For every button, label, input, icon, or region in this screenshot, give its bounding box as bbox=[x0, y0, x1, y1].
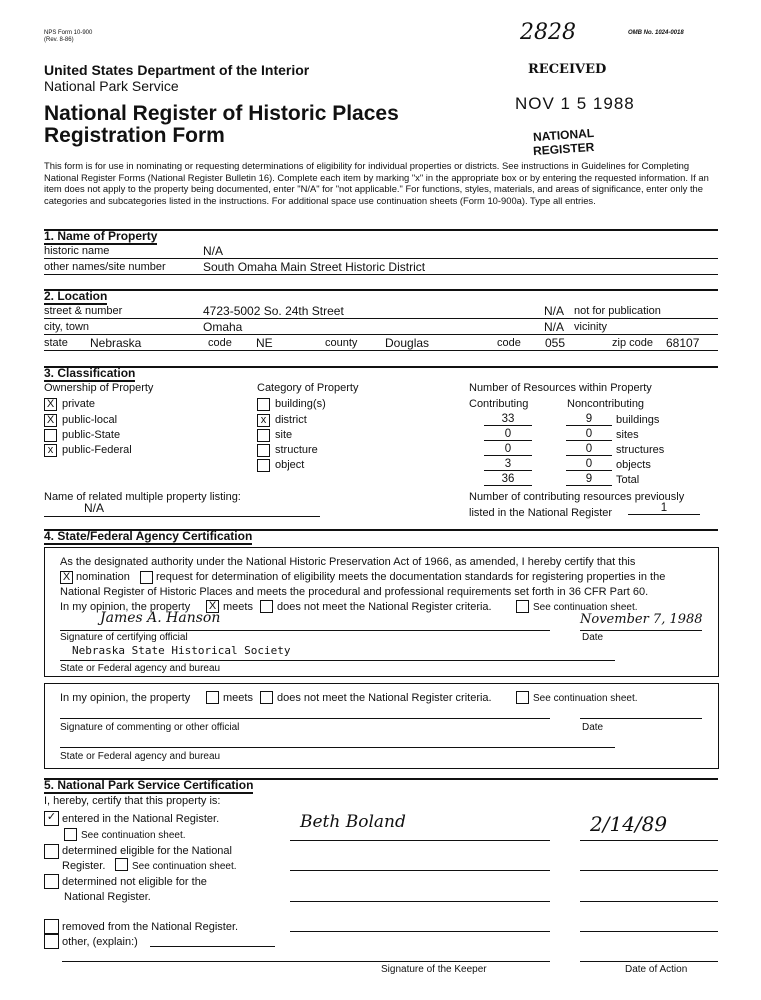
noncontributing-heading: Noncontributing bbox=[567, 398, 645, 410]
entered-label: entered in the National Register. bbox=[62, 813, 220, 825]
noncontributing-sites[interactable]: 0 bbox=[566, 428, 612, 441]
cert-para-line1: As the designated authority under the National Historic Preservation Act of 1966, as amended, I hereby certify that this bbox=[60, 556, 636, 568]
stamp-national: NATIONAL bbox=[532, 125, 595, 145]
code-value[interactable]: NE bbox=[256, 336, 273, 350]
meets-checkbox[interactable]: X bbox=[206, 600, 219, 613]
sites-label: sites bbox=[616, 429, 639, 441]
determined-not-eligible-label-2: National Register. bbox=[64, 891, 151, 903]
omb-number: OMB No. 1024-0018 bbox=[628, 30, 684, 36]
keeper-signature: Beth Boland bbox=[300, 812, 406, 832]
vicinity-label: vicinity bbox=[574, 321, 608, 333]
divider bbox=[62, 961, 550, 962]
determination-request-checkbox[interactable] bbox=[140, 571, 153, 584]
entered-continuation-checkbox[interactable] bbox=[64, 828, 77, 841]
section-5-title: 5. National Park Service Certification bbox=[44, 778, 254, 792]
county-code-label: code bbox=[497, 337, 521, 349]
not-for-publication-mark[interactable]: N/A bbox=[544, 304, 565, 318]
contributing-structures[interactable]: 0 bbox=[484, 443, 532, 456]
zip-label: zip code bbox=[612, 337, 653, 349]
ownership-private-checkbox[interactable]: X bbox=[44, 398, 57, 411]
category-district-checkbox[interactable]: x bbox=[257, 414, 270, 427]
vicinity-mark[interactable]: N/A bbox=[544, 320, 565, 334]
handwritten-number: 2828 bbox=[520, 20, 576, 45]
section-2-title: 2. Location bbox=[44, 289, 108, 303]
service-name: National Park Service bbox=[44, 78, 179, 94]
category-structure-checkbox[interactable] bbox=[257, 444, 270, 457]
keeper-signature-label: Signature of the Keeper bbox=[381, 964, 487, 975]
divider bbox=[60, 660, 615, 661]
comment-continuation-checkbox[interactable] bbox=[516, 691, 529, 704]
comment-opinion-label: In my opinion, the property bbox=[60, 692, 191, 704]
date-of-action-value: 2/14/89 bbox=[590, 812, 668, 836]
divider bbox=[44, 289, 718, 291]
zip-value[interactable]: 68107 bbox=[666, 336, 700, 350]
county-value[interactable]: Douglas bbox=[385, 336, 430, 350]
contributing-buildings[interactable]: 33 bbox=[484, 413, 532, 426]
divider bbox=[290, 901, 550, 902]
form-title-line1: National Register of Historic Places bbox=[44, 102, 399, 125]
section-1-title: 1. Name of Property bbox=[44, 229, 158, 243]
divider bbox=[580, 901, 718, 902]
previously-listed-value[interactable]: 1 bbox=[628, 502, 700, 515]
agency-value[interactable]: Nebraska State Historical Society bbox=[72, 644, 291, 657]
ownership-public-state-checkbox[interactable] bbox=[44, 429, 57, 442]
ownership-heading: Ownership of Property bbox=[44, 382, 154, 394]
total-label: Total bbox=[616, 474, 640, 486]
other-names-label: other names/site number bbox=[44, 261, 166, 273]
noncontributing-objects[interactable]: 0 bbox=[566, 458, 612, 471]
divider bbox=[44, 318, 718, 319]
cert-para-line3: National Register of Historic Places and meets the procedural and professional requirements set forth in 36 CFR Part 60. bbox=[60, 586, 649, 598]
divider bbox=[44, 274, 718, 275]
ownership-private-label: private bbox=[62, 398, 96, 410]
stamp-date: NOV 1 5 1988 bbox=[515, 94, 635, 113]
other-label: other, (explain:) bbox=[62, 936, 138, 948]
comment-signature-label: Signature of commenting or other official bbox=[60, 722, 240, 733]
entered-checkbox[interactable]: ✓ bbox=[44, 811, 59, 826]
cert-para-line2: request for determination of eligibility meets the documentation standards for registering properties in the bbox=[156, 571, 666, 583]
state-value[interactable]: Nebraska bbox=[90, 336, 142, 350]
divider bbox=[60, 747, 615, 748]
related-listing-label: Name of related multiple property listing: bbox=[44, 491, 241, 503]
divider bbox=[580, 961, 718, 962]
does-not-meet-label: does not meet the National Register criteria. bbox=[277, 601, 492, 613]
divider bbox=[580, 840, 718, 841]
category-site-label: site bbox=[275, 429, 293, 441]
form-revision: (Rev. 8-86) bbox=[44, 37, 74, 43]
stamp-received: RECEIVED bbox=[528, 62, 607, 77]
comment-meets-label: meets bbox=[223, 692, 253, 704]
comment-agency-label: State or Federal agency and bureau bbox=[60, 751, 221, 762]
contributing-objects[interactable]: 3 bbox=[484, 458, 532, 471]
divider bbox=[44, 366, 718, 368]
nps-cert-lead: I, hereby, certify that this property is: bbox=[44, 795, 221, 807]
noncontributing-total[interactable]: 9 bbox=[566, 473, 612, 486]
meets-label: meets bbox=[223, 601, 253, 613]
other-checkbox[interactable] bbox=[44, 934, 59, 949]
comment-continuation-label: See continuation sheet. bbox=[533, 693, 638, 704]
other-names-value[interactable]: South Omaha Main Street Historic District bbox=[203, 260, 426, 274]
category-object-checkbox[interactable] bbox=[257, 459, 270, 472]
determined-not-eligible-checkbox[interactable] bbox=[44, 874, 59, 889]
determined-eligible-checkbox[interactable] bbox=[44, 844, 59, 859]
category-object-label: object bbox=[275, 459, 305, 471]
structures-label: structures bbox=[616, 444, 665, 456]
continuation-sheet-checkbox[interactable] bbox=[516, 600, 529, 613]
historic-name-label: historic name bbox=[44, 245, 110, 257]
ownership-public-local-label: public-local bbox=[62, 414, 118, 426]
comment-meets-checkbox[interactable] bbox=[206, 691, 219, 704]
category-site-checkbox[interactable] bbox=[257, 429, 270, 442]
code-label: code bbox=[208, 337, 232, 349]
divider bbox=[290, 931, 550, 932]
nomination-checkbox[interactable]: X bbox=[60, 571, 73, 584]
contributing-sites[interactable]: 0 bbox=[484, 428, 532, 441]
comment-does-not-meet-checkbox[interactable] bbox=[260, 691, 273, 704]
date-of-action-label: Date of Action bbox=[625, 964, 688, 975]
ownership-public-local-checkbox[interactable]: X bbox=[44, 414, 57, 427]
divider bbox=[150, 946, 275, 947]
opinion-label: In my opinion, the property bbox=[60, 601, 191, 613]
noncontributing-structures[interactable]: 0 bbox=[566, 443, 612, 456]
ownership-public-federal-checkbox[interactable]: x bbox=[44, 444, 57, 457]
stamp-register: REGISTER bbox=[532, 139, 595, 159]
does-not-meet-checkbox[interactable] bbox=[260, 600, 273, 613]
divider bbox=[44, 258, 718, 259]
previously-listed-label-1: Number of contributing resources previously bbox=[469, 491, 685, 503]
nomination-label: nomination bbox=[76, 571, 130, 583]
county-label: county bbox=[325, 337, 358, 349]
date-label: Date bbox=[582, 632, 604, 643]
divider bbox=[290, 840, 550, 841]
removed-label: removed from the National Register. bbox=[62, 921, 239, 933]
divider bbox=[580, 718, 702, 719]
form-number: NPS Form 10-900 bbox=[44, 30, 93, 36]
comment-does-not-meet-label: does not meet the National Register criteria. bbox=[277, 692, 492, 704]
divider bbox=[44, 350, 718, 351]
continuation-sheet-label: See continuation sheet. bbox=[533, 602, 638, 613]
objects-label: objects bbox=[616, 459, 651, 471]
divider bbox=[44, 516, 320, 517]
certifying-date: November 7, 1988 bbox=[580, 612, 703, 627]
eligible-continuation-checkbox[interactable] bbox=[115, 858, 128, 871]
contributing-heading: Contributing bbox=[469, 398, 529, 410]
contributing-total[interactable]: 36 bbox=[484, 473, 532, 486]
divider bbox=[60, 718, 550, 719]
determined-eligible-label-2: Register. bbox=[62, 860, 106, 872]
category-building-checkbox[interactable] bbox=[257, 398, 270, 411]
eligible-continuation-label: See continuation sheet. bbox=[132, 861, 237, 872]
historic-name-value[interactable]: N/A bbox=[203, 244, 224, 258]
divider bbox=[290, 870, 550, 871]
county-code-value[interactable]: 055 bbox=[545, 336, 566, 350]
divider bbox=[580, 630, 702, 631]
resources-heading: Number of Resources within Property bbox=[469, 382, 652, 394]
category-district-label: district bbox=[275, 414, 307, 426]
city-label: city, town bbox=[44, 321, 90, 333]
buildings-label: buildings bbox=[616, 414, 660, 426]
previously-listed-label-2: listed in the National Register bbox=[469, 507, 613, 519]
divider bbox=[580, 931, 718, 932]
ownership-public-federal-label: public-Federal bbox=[62, 444, 132, 456]
divider bbox=[60, 630, 550, 631]
removed-checkbox[interactable] bbox=[44, 919, 59, 934]
related-listing-value[interactable]: N/A bbox=[84, 501, 105, 515]
state-label: state bbox=[44, 337, 68, 349]
noncontributing-buildings[interactable]: 9 bbox=[566, 413, 612, 426]
comment-date-label: Date bbox=[582, 722, 604, 733]
category-structure-label: structure bbox=[275, 444, 318, 456]
form-title-line2: Registration Form bbox=[44, 124, 225, 147]
certifying-signature: James A. Hanson bbox=[100, 610, 221, 626]
signature-label: Signature of certifying official bbox=[60, 632, 188, 643]
ownership-public-state-label: public-State bbox=[62, 429, 121, 441]
department-name: United States Department of the Interior bbox=[44, 62, 310, 78]
street-label: street & number bbox=[44, 305, 123, 317]
category-building-label: building(s) bbox=[275, 398, 326, 410]
determined-not-eligible-label-1: determined not eligible for the bbox=[62, 876, 207, 888]
not-for-publication-label: not for publication bbox=[574, 305, 661, 317]
instructions-paragraph: This form is for use in nominating or requesting determinations of eligibility for individual properties or districts. See instructions in Guidelines for Completing National Register Forms (National Register Bulletin 16). Complete each item by marking "x" in the appropriate box or by entering the requested information. If an item does not apply to the property being documented, enter "N/A" for "not applicable." For functions, styles, materials, and areas of significance, enter only the categories and subcategories listed in the instructions. For additional space use continuation sheets (Form 10-900a). Type all entries. bbox=[44, 160, 709, 206]
entered-continuation-label: See continuation sheet. bbox=[81, 830, 186, 841]
determined-eligible-label-1: determined eligible for the National bbox=[62, 845, 232, 857]
section-3-title: 3. Classification bbox=[44, 366, 136, 380]
agency-label: State or Federal agency and bureau bbox=[60, 663, 221, 674]
section-4-title: 4. State/Federal Agency Certification bbox=[44, 529, 253, 543]
divider bbox=[44, 334, 718, 335]
category-heading: Category of Property bbox=[257, 382, 359, 394]
street-value[interactable]: 4723-5002 So. 24th Street bbox=[203, 304, 344, 318]
city-value[interactable]: Omaha bbox=[203, 320, 243, 334]
divider bbox=[580, 870, 718, 871]
